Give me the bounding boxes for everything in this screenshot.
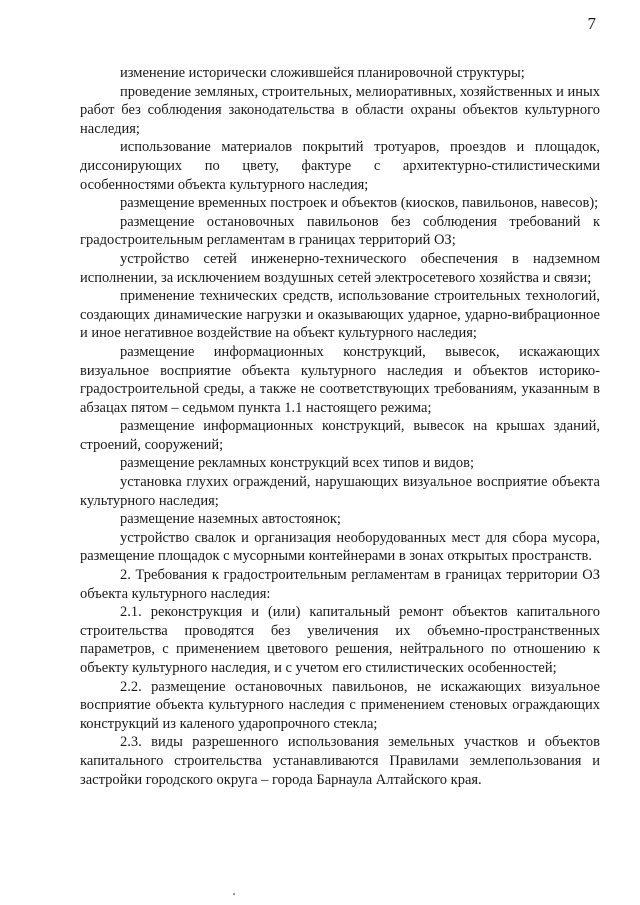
scan-speck bbox=[233, 893, 235, 895]
paragraph: применение технических средств, использование строительных технологий, создающих динамические нагрузки и оказывающих ударное, ударно-вибрационное и иное негативное воздействие на объект культурного наследия; bbox=[80, 288, 600, 342]
paragraph: использование материалов покрытий тротуаров, проездов и площадок, диссонирующих по цвету, фактуре с архитектурно-стилистическими особенностями объекта культурного наследия; bbox=[80, 139, 600, 193]
paragraph: размещение информационных конструкций, вывесок на крышах зданий, строений, сооружений; bbox=[80, 418, 600, 453]
paragraph: устройство сетей инженерно-технического обеспечения в надземном исполнении, за исключением воздушных сетей электросетевого хозяйства и связи; bbox=[80, 250, 600, 286]
paragraph: устройство свалок и организация необорудованных мест для сбора мусора, размещение площадок с мусорными контейнерами в зонах открытых пространств. bbox=[80, 529, 600, 565]
paragraph: размещение информационных конструкций, вывесок, искажающих визуальное восприятие объекта культурного наследия и объектов историко-градостроительной среды, а также не соответствующих требованиям, указанным в абзацах пятом – седьмом пункта 1.1 настоящего режима; bbox=[80, 343, 600, 416]
paragraph: изменение исторически сложившейся планировочной структуры; bbox=[120, 65, 525, 81]
paragraph: размещение наземных автостоянок; bbox=[120, 511, 341, 528]
paragraph: 2.1. реконструкция и (или) капитальный ремонт объектов капитального строительства проводятся без увеличения их объемно-пространственных параметров, с применением цветового решения, нейтрального по отношению к объекту культурного наследия, и с учетом его стилистических особенностей; bbox=[80, 604, 600, 676]
page-number: 7 bbox=[587, 14, 596, 33]
paragraph: размещение рекламных конструкций всех типов и видов; bbox=[120, 455, 475, 472]
paragraph: размещение остановочных павильонов без соблюдения требований к градостроительным регламентам в границах территорий ОЗ; bbox=[80, 213, 600, 249]
paragraph: установка глухих ограждений, нарушающих визуальное восприятие объекта культурного наследия; bbox=[80, 474, 600, 509]
section-heading: 2. Требования к градостроительным регламентам в границах территории ОЗ объекта культурного наследия: bbox=[80, 567, 600, 602]
paragraph: проведение земляных, строительных, мелиоративных, хозяйственных и иных работ без соблюдения законодательства в области охраны объектов культурного наследия; bbox=[80, 83, 600, 137]
paragraph: размещение временных построек и объектов (киосков, павильонов, навесов); bbox=[120, 195, 599, 212]
paragraph: 2.2. размещение остановочных павильонов, не искажающих визуальное восприятие объекта культурного наследия с применением стеновых ограждающих конструкций из каленого ударопрочного стекла; bbox=[80, 678, 600, 732]
paragraph: 2.3. виды разрешенного использования земельных участков и объектов капитального строительства устанавливаются Правилами землепользования и застройки городского округа – города Барнаула Алтайского края. bbox=[80, 734, 600, 788]
document-body bbox=[80, 64, 600, 789]
